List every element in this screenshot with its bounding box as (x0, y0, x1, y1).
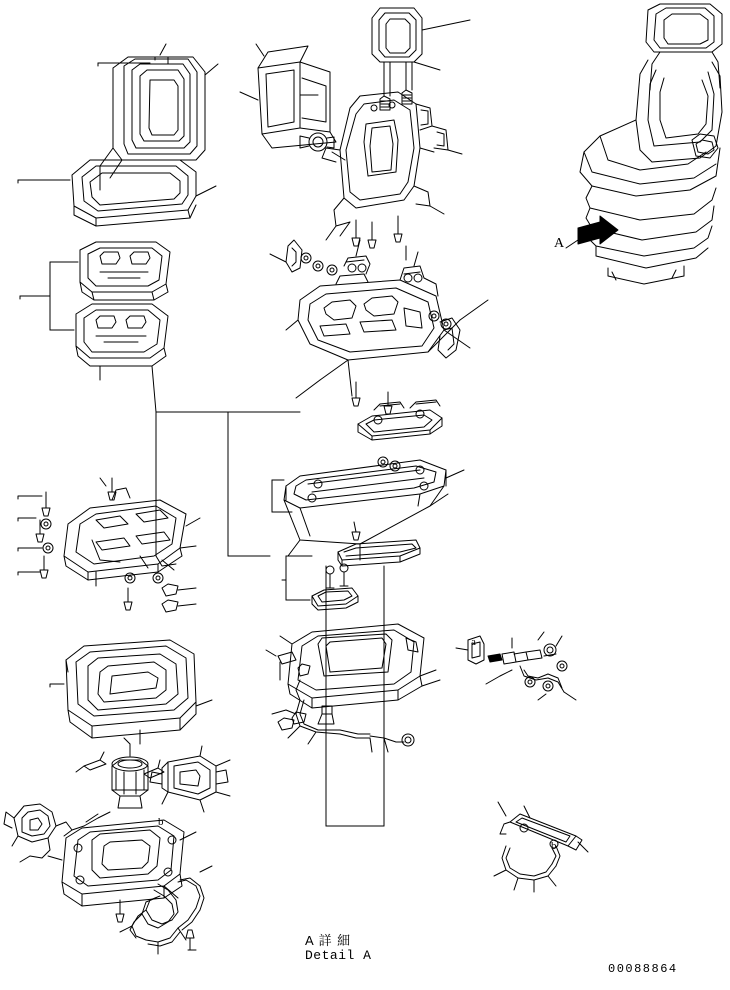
seat-back-assembly (18, 44, 218, 226)
marker-a-lower: a (471, 636, 476, 648)
suspension-frame (266, 522, 440, 752)
complete-seat (566, 4, 722, 284)
caption-english: Detail A (305, 948, 372, 963)
air-pump-assembly (4, 738, 230, 954)
left-rail-bracket (18, 478, 200, 612)
main-seat-base-plate (270, 240, 488, 398)
seat-frame-bracket (240, 44, 345, 160)
slide-rail-assembly (272, 382, 464, 560)
damper-rod (494, 802, 588, 892)
reference-lines (156, 412, 384, 950)
drawing-number: 00088864 (608, 962, 678, 976)
headrest-assembly (322, 8, 470, 248)
marker-b-right: b (551, 840, 557, 852)
detail-a-callout-label: A (554, 236, 565, 251)
caption-japanese: A 詳 細 (305, 933, 352, 948)
marker-b-left: b (158, 816, 164, 828)
seat-cushion (50, 640, 212, 744)
